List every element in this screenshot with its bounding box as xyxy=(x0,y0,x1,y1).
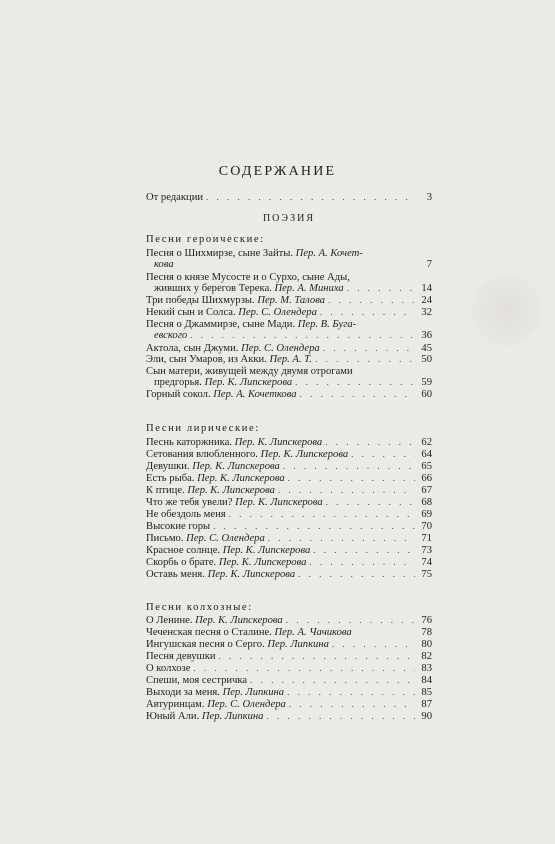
entry-page: 64 xyxy=(421,449,432,460)
entry-title: Высокие горы xyxy=(146,521,211,532)
entry-page: 90 xyxy=(421,711,432,722)
dot-leader xyxy=(286,616,415,625)
toc-entry[interactable] xyxy=(146,486,432,497)
toc-entry[interactable] xyxy=(146,712,432,723)
dot-leader xyxy=(219,652,415,661)
entry-page: 66 xyxy=(421,473,432,484)
group-heading-lyric: Песни лирические: xyxy=(146,423,260,434)
toc-entry[interactable] xyxy=(146,616,432,627)
dot-leader xyxy=(278,486,415,495)
entry-page: 78 xyxy=(421,627,432,638)
toc-entry-continuation[interactable] xyxy=(146,331,432,342)
entry-translator: Пер. С. Олендера xyxy=(238,307,317,318)
entry-title: живших у берегов Терека. xyxy=(154,283,272,294)
entry-page: 36 xyxy=(421,330,432,341)
dot-leader xyxy=(351,450,415,459)
entry-title: Чеченская песня о Сталине. xyxy=(146,627,272,638)
toc-entry[interactable] xyxy=(146,320,432,331)
dot-leader xyxy=(268,534,415,543)
entry-title: Спеши, моя сестричка xyxy=(146,675,248,686)
entry-page: 3 xyxy=(426,192,432,203)
dot-leader xyxy=(332,640,415,649)
entry-title: Оставь меня. xyxy=(146,569,205,580)
entry-page: 24 xyxy=(421,295,432,306)
entry-translator: Пер. А. Кочеткова xyxy=(213,389,297,400)
toc-entry[interactable] xyxy=(146,510,432,521)
entry-title: Что же тебя увели? xyxy=(146,497,233,508)
page-title: СОДЕРЖАНИЕ xyxy=(218,164,337,179)
entry-title: Три победы Шихмурзы. xyxy=(146,295,255,306)
dot-leader xyxy=(298,570,415,579)
entry-translator: Пер. А. Кочет- xyxy=(295,248,363,259)
entry-page: 85 xyxy=(421,687,432,698)
entry-title: Песня о Джаммирзе, сыне Мади. xyxy=(146,319,296,330)
dot-leader xyxy=(295,378,415,387)
dot-leader xyxy=(287,688,415,697)
entry-translator: Пер. К. Липскерова xyxy=(187,485,275,496)
entry-title: К птице. xyxy=(146,485,185,496)
entry-translator: Пер. С. Олендера xyxy=(207,699,286,710)
entry-page: 7 xyxy=(426,259,432,270)
toc-entry[interactable] xyxy=(146,462,432,473)
toc-entry[interactable] xyxy=(146,450,432,461)
dot-leader xyxy=(323,344,415,353)
entry-page: 75 xyxy=(421,569,432,580)
entry-title: Ингушская песня о Серго. xyxy=(146,639,265,650)
toc-entry[interactable] xyxy=(146,534,432,545)
paper-stain xyxy=(472,276,542,346)
entry-title: Красное солнце. xyxy=(146,545,221,556)
dot-leader xyxy=(320,308,415,317)
entry-title: Сын матери, живущей между двумя отрогами xyxy=(146,366,353,377)
entry-page: 80 xyxy=(421,639,432,650)
toc-entry[interactable] xyxy=(146,664,432,675)
entry-page: 69 xyxy=(421,509,432,520)
entry-page: 83 xyxy=(421,663,432,674)
toc-entry[interactable] xyxy=(146,546,432,557)
dot-leader xyxy=(266,712,415,721)
entry-page: 70 xyxy=(421,521,432,532)
entry-page: 60 xyxy=(421,389,432,400)
dot-leader xyxy=(229,510,415,519)
entry-page: 84 xyxy=(421,675,432,686)
toc-entry[interactable] xyxy=(146,498,432,509)
toc-entry-continuation[interactable] xyxy=(146,378,432,389)
entry-page: 59 xyxy=(421,377,432,388)
entry-title: Эли, сын Умаров, из Акки. xyxy=(146,354,267,365)
dot-leader xyxy=(190,331,415,340)
toc-entry[interactable] xyxy=(146,390,432,401)
toc-entry[interactable] xyxy=(146,652,432,663)
entry-translator: Пер. М. Талова xyxy=(257,295,326,306)
entry-page: 82 xyxy=(421,651,432,662)
entry-title: предгорья. xyxy=(154,377,202,388)
entry-translator: Пер. К. Липскерова xyxy=(218,557,307,568)
entry-translator: Пер. А. Миниха xyxy=(274,283,344,294)
entry-translator: Пер. Липкина xyxy=(267,639,329,650)
toc-entry[interactable] xyxy=(146,558,432,569)
toc-entry[interactable] xyxy=(146,355,432,366)
entry-title: Сетования влюбленного. xyxy=(146,449,258,460)
entry-page: 76 xyxy=(421,615,432,626)
entry-title: Выходи за меня. xyxy=(146,687,220,698)
entry-title: Некий сын и Солса. xyxy=(146,307,236,318)
entry-translator: Пер. Липкина xyxy=(201,711,264,722)
toc-entry-intro[interactable] xyxy=(146,193,432,204)
entry-translator: кова xyxy=(154,259,174,270)
dot-leader xyxy=(328,296,415,305)
entry-title: Девушки. xyxy=(146,461,190,472)
entry-page: 65 xyxy=(421,461,432,472)
dot-leader xyxy=(300,390,415,399)
dot-leader xyxy=(250,676,415,685)
entry-title: Песня о Шихмирзе, сыне Зайты. xyxy=(146,248,294,259)
entry-title: Автуринцам. xyxy=(146,699,205,710)
toc-entry[interactable] xyxy=(146,676,432,687)
dot-leader xyxy=(309,558,415,567)
entry-translator: Пер. К. Липскерова xyxy=(207,569,296,580)
entry-page: 68 xyxy=(421,497,432,508)
toc-entry[interactable] xyxy=(146,249,432,260)
toc-entry[interactable] xyxy=(146,700,432,711)
entry-translator: Пер. К. Липскерова xyxy=(235,497,323,508)
entry-translator: Пер. К. Липскерова xyxy=(195,615,283,626)
dot-leader xyxy=(193,664,415,673)
entry-translator: Пер. К. Липскерова xyxy=(222,545,311,556)
entry-page: 14 xyxy=(421,283,432,294)
entry-title: Юный Али. xyxy=(146,711,200,722)
entry-translator: Пер. К. Липскерова xyxy=(234,437,323,448)
entry-title: Есть рыба. xyxy=(146,473,195,484)
entry-page: 73 xyxy=(421,545,432,556)
toc-entry[interactable] xyxy=(146,522,432,533)
entry-page: 71 xyxy=(421,533,432,544)
entry-title: Актола, сын Джуми. xyxy=(146,343,239,354)
entry-translator: Пер. А. Т. xyxy=(269,354,313,365)
entry-translator: Пер. А. Чачикова xyxy=(274,627,352,638)
toc-entry[interactable] xyxy=(146,640,432,651)
toc-entry[interactable] xyxy=(146,438,432,449)
entry-translator: Пер. Липкина xyxy=(222,687,285,698)
toc-entry-continuation[interactable] xyxy=(146,284,432,295)
dot-leader xyxy=(315,355,415,364)
group-heading-collective-farm: Песни колхозные: xyxy=(146,602,253,613)
toc-entry[interactable] xyxy=(146,570,432,581)
entry-translator: Пер. К. Липскерова xyxy=(204,377,293,388)
entry-title: Письмо. xyxy=(146,533,184,544)
entry-translator: евского xyxy=(154,330,188,341)
toc-entry[interactable] xyxy=(146,474,432,485)
entry-translator: Пер. В. Буга- xyxy=(297,319,357,330)
dot-leader xyxy=(313,546,415,555)
section-heading-poetry: ПОЭЗИЯ xyxy=(262,213,316,224)
entry-title: Песнь каторжника. xyxy=(146,437,232,448)
entry-page: 50 xyxy=(421,354,432,365)
entry-translator: Пер. К. Липскерова xyxy=(192,461,280,472)
entry-title: От редакции xyxy=(146,192,204,203)
entry-page: 87 xyxy=(421,699,432,710)
entry-title: О Ленине. xyxy=(146,615,193,626)
entry-title: Скорбь о брате. xyxy=(146,557,217,568)
entry-title: Песня о князе Мусосте и о Сурхо, сыне Ады, xyxy=(146,272,350,283)
entry-title: Не обездоль меня xyxy=(146,509,226,520)
dot-leader xyxy=(213,522,415,531)
dot-leader xyxy=(347,284,415,293)
toc-entry[interactable] xyxy=(146,688,432,699)
entry-title: Песня девушки xyxy=(146,651,216,662)
toc-entry[interactable] xyxy=(146,296,432,307)
entry-page: 45 xyxy=(421,343,432,354)
entry-title: О колхозе xyxy=(146,663,191,674)
dot-leader xyxy=(326,498,415,507)
toc-entry-continuation[interactable] xyxy=(146,260,432,271)
entry-translator: Пер. К. Липскерова xyxy=(197,473,285,484)
entry-translator: Пер. К. Липскерова xyxy=(260,449,349,460)
entry-translator: Пер. С. Олендера xyxy=(186,533,265,544)
entry-translator: Пер. С. Олендера xyxy=(241,343,320,354)
dot-leader xyxy=(325,438,415,447)
group-heading-heroic: Песни героические: xyxy=(146,234,265,245)
dot-leader xyxy=(206,193,415,202)
entry-page: 62 xyxy=(421,437,432,448)
entry-page: 74 xyxy=(421,557,432,568)
entry-page: 32 xyxy=(421,307,432,318)
entry-title: Горный сокол. xyxy=(146,389,211,400)
dot-leader xyxy=(288,474,415,483)
dot-leader xyxy=(289,700,415,709)
dot-leader xyxy=(283,462,415,471)
entry-page: 67 xyxy=(421,485,432,496)
toc-entry[interactable] xyxy=(146,308,432,319)
toc-entry[interactable] xyxy=(146,628,432,639)
